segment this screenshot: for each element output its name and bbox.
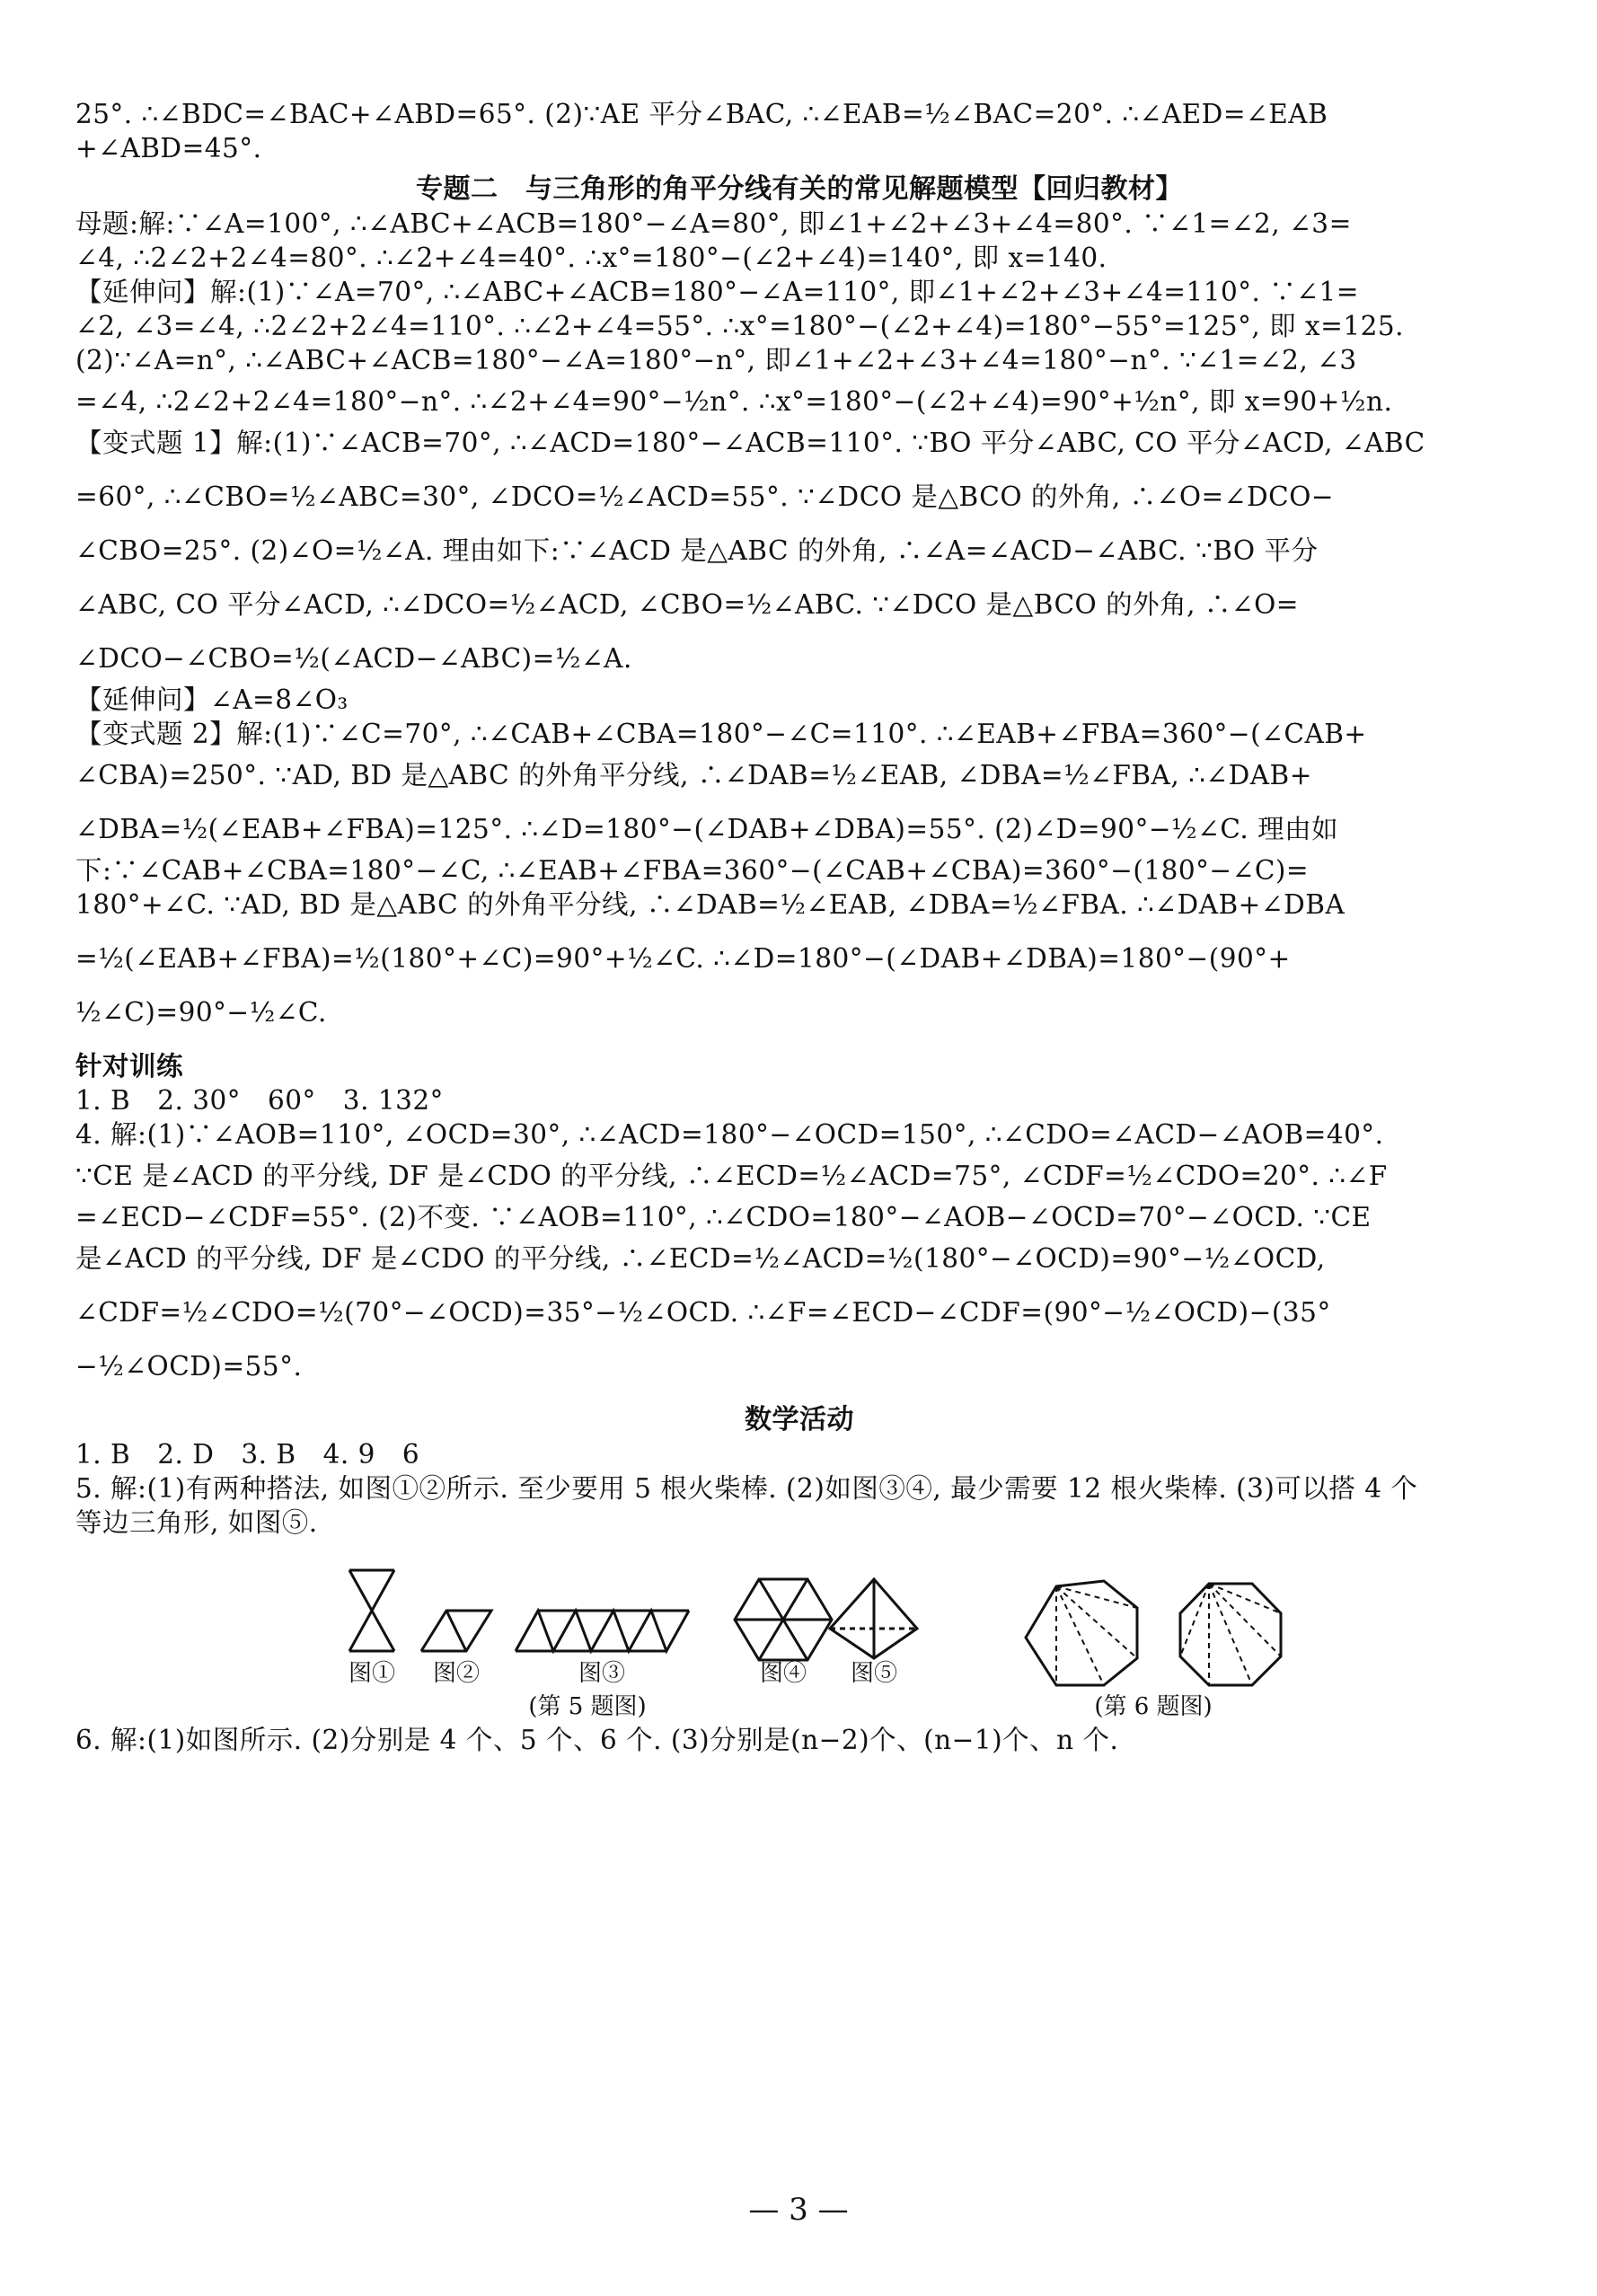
- text-line: 180°+∠C. ∵AD, BD 是△ABC 的外角平分线, ∴∠DAB=½∠EAB, ∠DBA=½∠FBA. ∴∠DAB+∠DBA: [75, 889, 1346, 920]
- text-line: ∠CDF=½∠CDO=½(70°−∠OCD)=35°−½∠OCD. ∴∠F=∠ECD−∠CDF=(90°−½∠OCD)−(35°: [75, 1297, 1331, 1328]
- figure-3-triangle-strip: [516, 1611, 689, 1651]
- text-line: 等边三角形, 如图⑤.: [75, 1507, 318, 1538]
- figure-6-octagon: [1180, 1584, 1281, 1685]
- text-line: 是∠ACD 的平分线, DF 是∠CDO 的平分线, ∴∠ECD=½∠ACD=½(180°−∠OCD)=90°−½∠OCD,: [75, 1243, 1326, 1274]
- text-line: ∠ABC, CO 平分∠ACD, ∴∠DCO=½∠ACD, ∠CBO=½∠ABC. ∵∠DCO 是△BCO 的外角, ∴∠O=: [75, 589, 1299, 620]
- section-heading: 专题二 与三角形的角平分线有关的常见解题模型【回归教材】: [416, 173, 1183, 205]
- text-line: 6. 解:(1)如图所示. (2)分别是 4 个、5 个、6 个. (3)分别是(n−2)个、(n−1)个、n 个.: [75, 1725, 1119, 1755]
- figure-caption: (第 6 题图): [1094, 1693, 1213, 1720]
- text-line: 母题:解:∵∠A=100°, ∴∠ABC+∠ACB=180°−∠A=80°, 即∠1+∠2+∠3+∠4=80°. ∵∠1=∠2, ∠3=: [75, 208, 1352, 239]
- text-line: ∠DBA=½(∠EAB+∠FBA)=125°. ∴∠D=180°−(∠DAB+∠DBA)=55°. (2)∠D=90°−½∠C. 理由如: [75, 814, 1339, 844]
- figure-1-hourglass: [349, 1570, 394, 1651]
- text-line: ∠2, ∠3=∠4, ∴2∠2+2∠4=110°. ∴∠2+∠4=55°. ∴x°=180°−(∠2+∠4)=180°−55°=125°, 即 x=125.: [75, 311, 1405, 341]
- figure-caption: (第 5 题图): [528, 1693, 647, 1720]
- page-number: — 3 —: [748, 2192, 849, 2228]
- subsection-heading: 针对训练: [75, 1051, 184, 1082]
- figure-row: [75, 1552, 1523, 1723]
- figure-6-heptagon: [1026, 1581, 1137, 1685]
- figure-label: 图④: [759, 1660, 807, 1687]
- text-line: 4. 解:(1)∵∠AOB=110°, ∠OCD=30°, ∴∠ACD=180°−∠OCD=150°, ∴∠CDO=∠ACD−∠AOB=40°.: [75, 1119, 1384, 1150]
- figure-label: 图⑤: [850, 1660, 898, 1687]
- section-heading: 数学活动: [745, 1404, 854, 1435]
- text-line: 【延伸问】解:(1)∵∠A=70°, ∴∠ABC+∠ACB=180°−∠A=110°, 即∠1+∠2+∠3+∠4=110°. ∵∠1=: [75, 277, 1359, 307]
- figure-label: 图②: [432, 1660, 481, 1687]
- text-line: 下:∵∠CAB+∠CBA=180°−∠C, ∴∠EAB+∠FBA=360°−(∠CAB+∠CBA)=360°−(180°−∠C)=: [75, 855, 1310, 886]
- text-line: (2)∵∠A=n°, ∴∠ABC+∠ACB=180°−∠A=180°−n°, 即∠1+∠2+∠3+∠4=180°−n°. ∵∠1=∠2, ∠3: [75, 345, 1357, 375]
- figure-5-tetrahedron: [830, 1579, 917, 1658]
- text-line: ∠CBA)=250°. ∵AD, BD 是△ABC 的外角平分线, ∴∠DAB=½∠EAB, ∠DBA=½∠FBA, ∴∠DAB+: [75, 760, 1312, 790]
- text-line: 1. B 2. 30° 60° 3. 132°: [75, 1085, 444, 1116]
- text-line: +∠ABD=45°.: [75, 133, 262, 163]
- text-line: ∠DCO−∠CBO=½(∠ACD−∠ABC)=½∠A.: [75, 643, 632, 674]
- figure-2-parallelogram: [421, 1611, 491, 1651]
- figure-4-hexagon: [735, 1579, 832, 1660]
- text-line: ∠CBO=25°. (2)∠O=½∠A. 理由如下:∵∠ACD 是△ABC 的外角, ∴∠A=∠ACD−∠ABC. ∵BO 平分: [75, 535, 1319, 566]
- answer-page: [75, 97, 1523, 1757]
- figure-label: 图③: [578, 1660, 626, 1687]
- figure-label: 图①: [348, 1660, 396, 1687]
- text-line: =½(∠EAB+∠FBA)=½(180°+∠C)=90°+½∠C. ∴∠D=180°−(∠DAB+∠DBA)=180°−(90°+: [75, 943, 1291, 974]
- text-line: 【变式题 2】解:(1)∵∠C=70°, ∴∠CAB+∠CBA=180°−∠C=110°. ∴∠EAB+∠FBA=360°−(∠CAB+: [75, 719, 1367, 749]
- text-line: =∠ECD−∠CDF=55°. (2)不变. ∵∠AOB=110°, ∴∠CDO=180°−∠AOB−∠OCD=70°−∠OCD. ∵CE: [75, 1202, 1372, 1232]
- text-line: 5. 解:(1)有两种搭法, 如图①②所示. 至少要用 5 根火柴棒. (2)如图③④, 最少需要 12 根火柴棒. (3)可以搭 4 个: [75, 1473, 1418, 1504]
- text-line: ∵CE 是∠ACD 的平分线, DF 是∠CDO 的平分线, ∴∠ECD=½∠ACD=75°, ∠CDF=½∠CDO=20°. ∴∠F: [75, 1161, 1388, 1191]
- text-line: 1. B 2. D 3. B 4. 9 6: [75, 1439, 420, 1470]
- text-line: 25°. ∴∠BDC=∠BAC+∠ABD=65°. (2)∵AE 平分∠BAC, ∴∠EAB=½∠BAC=20°. ∴∠AED=∠EAB: [75, 99, 1328, 129]
- text-line: −½∠OCD)=55°.: [75, 1351, 303, 1382]
- text-line: 【变式题 1】解:(1)∵∠ACB=70°, ∴∠ACD=180°−∠ACB=110°. ∵BO 平分∠ABC, CO 平分∠ACD, ∠ABC: [75, 428, 1425, 458]
- text-line: =60°, ∴∠CBO=½∠ABC=30°, ∠DCO=½∠ACD=55°. ∵∠DCO 是△BCO 的外角, ∴∠O=∠DCO−: [75, 481, 1335, 512]
- text-line: ∠4, ∴2∠2+2∠4=80°. ∴∠2+∠4=40°. ∴x°=180°−(∠2+∠4)=140°, 即 x=140.: [75, 243, 1107, 273]
- text-line: 【延伸问】∠A=8∠O₃: [75, 684, 349, 715]
- text-line: ½∠C)=90°−½∠C.: [75, 997, 327, 1028]
- text-line: =∠4, ∴2∠2+2∠4=180°−n°. ∴∠2+∠4=90°−½n°. ∴x°=180°−(∠2+∠4)=90°+½n°, 即 x=90+½n.: [75, 386, 1393, 417]
- matchstick-figures: [75, 1552, 1523, 1723]
